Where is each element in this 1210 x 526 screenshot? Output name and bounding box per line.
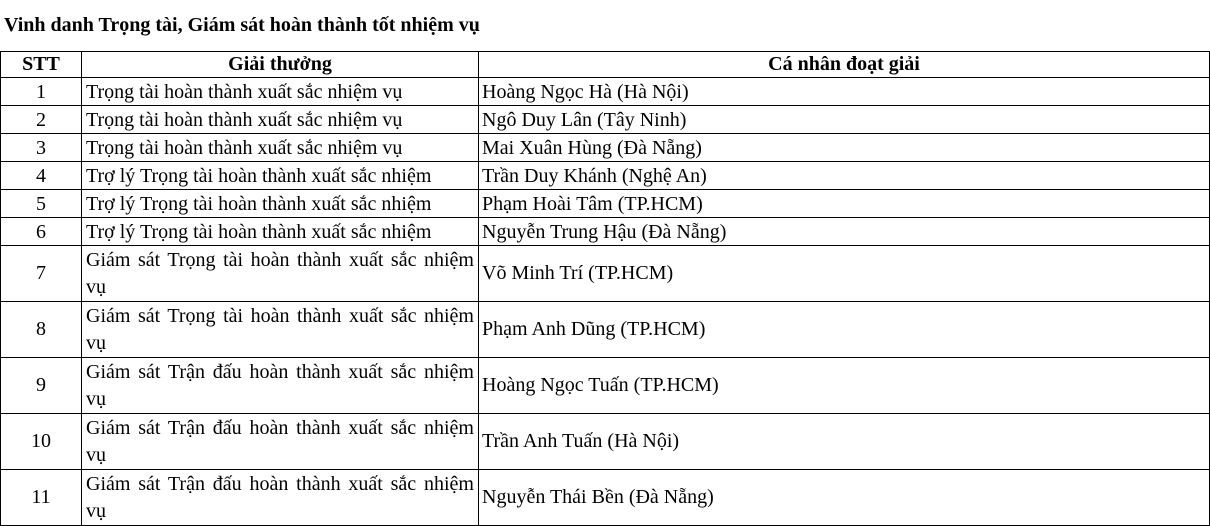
column-header-person: Cá nhân đoạt giải	[479, 52, 1210, 78]
cell-award: Giám sát Trọng tài hoàn thành xuất sắc nhiệm vụ	[82, 246, 479, 302]
cell-award: Giám sát Trận đấu hoàn thành xuất sắc nhiệm vụ	[82, 470, 479, 526]
page-title: Vinh danh Trọng tài, Giám sát hoàn thành tốt nhiệm vụ	[4, 14, 480, 36]
cell-stt: 7	[1, 246, 82, 302]
cell-person: Ngô Duy Lân (Tây Ninh)	[479, 106, 1210, 134]
cell-award: Giám sát Trọng tài hoàn thành xuất sắc nhiệm vụ	[82, 302, 479, 358]
cell-person: Võ Minh Trí (TP.HCM)	[479, 246, 1210, 302]
cell-stt: 3	[1, 134, 82, 162]
table-row	[1, 358, 1210, 414]
cell-person: Hoàng Ngọc Tuấn (TP.HCM)	[479, 358, 1210, 414]
table-row	[1, 470, 1210, 526]
cell-person: Nguyễn Thái Bền (Đà Nẵng)	[479, 470, 1210, 526]
cell-stt: 11	[1, 470, 82, 526]
cell-person: Trần Anh Tuấn (Hà Nội)	[479, 414, 1210, 470]
cell-award: Trợ lý Trọng tài hoàn thành xuất sắc nhiệm	[82, 190, 479, 218]
cell-stt: 10	[1, 414, 82, 470]
cell-award: Trợ lý Trọng tài hoàn thành xuất sắc nhiệm	[82, 162, 479, 190]
column-header-stt: STT	[1, 52, 82, 78]
cell-award: Trọng tài hoàn thành xuất sắc nhiệm vụ	[82, 78, 479, 106]
cell-person: Hoàng Ngọc Hà (Hà Nội)	[479, 78, 1210, 106]
table-row	[1, 106, 1210, 134]
cell-award: Trọng tài hoàn thành xuất sắc nhiệm vụ	[82, 134, 479, 162]
cell-person: Phạm Hoài Tâm (TP.HCM)	[479, 190, 1210, 218]
cell-person: Phạm Anh Dũng (TP.HCM)	[479, 302, 1210, 358]
cell-award: Trọng tài hoàn thành xuất sắc nhiệm vụ	[82, 106, 479, 134]
table-row	[1, 162, 1210, 190]
cell-person: Nguyễn Trung Hậu (Đà Nẵng)	[479, 218, 1210, 246]
cell-award: Trợ lý Trọng tài hoàn thành xuất sắc nhiệm	[82, 218, 479, 246]
table-row	[1, 78, 1210, 106]
header-row	[1, 52, 1210, 78]
cell-award: Giám sát Trận đấu hoàn thành xuất sắc nhiệm vụ	[82, 414, 479, 470]
table-row	[1, 246, 1210, 302]
table-row	[1, 302, 1210, 358]
cell-stt: 9	[1, 358, 82, 414]
cell-stt: 2	[1, 106, 82, 134]
cell-stt: 8	[1, 302, 82, 358]
table-row	[1, 134, 1210, 162]
awards-table	[0, 51, 1210, 526]
table-row	[1, 414, 1210, 470]
cell-stt: 6	[1, 218, 82, 246]
cell-award: Giám sát Trận đấu hoàn thành xuất sắc nhiệm vụ	[82, 358, 479, 414]
cell-person: Mai Xuân Hùng (Đà Nẵng)	[479, 134, 1210, 162]
table-row	[1, 190, 1210, 218]
table-row	[1, 218, 1210, 246]
cell-person: Trần Duy Khánh (Nghệ An)	[479, 162, 1210, 190]
cell-stt: 1	[1, 78, 82, 106]
cell-stt: 5	[1, 190, 82, 218]
cell-stt: 4	[1, 162, 82, 190]
column-header-award: Giải thưởng	[82, 52, 479, 78]
